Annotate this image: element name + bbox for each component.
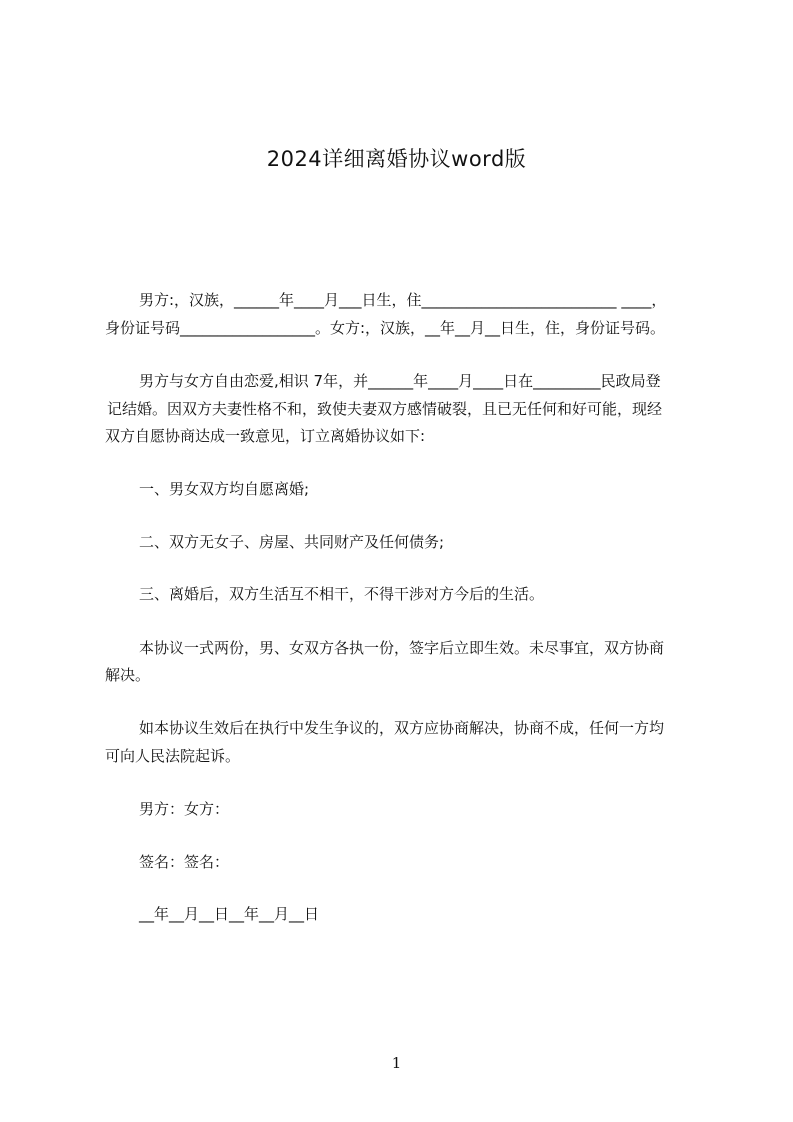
clause-2: 二、双方无女子、房屋、共同财产及任何债务; (139, 533, 445, 551)
signature-label: 签名：签名： (139, 853, 230, 871)
document-title: 2024详细离婚协议word版 (266, 147, 527, 171)
copies-line-1: 本协议一式两份，男、女双方各执一份，签字后立即生效。未尽事宜，双方协商 (139, 639, 665, 657)
page-number: 1 (391, 1054, 402, 1072)
dispute-line-1: 如本协议生效后在执行中发生争议的，双方应协商解决，协商不成，任何一方均 (139, 719, 665, 737)
marriage-line-1: 男方与女方自由恋爱,相识 7年，并______年____月____日在_________民政局登 (139, 372, 661, 390)
clause-1: 一、男女双方均自愿离婚; (139, 480, 310, 498)
party-info-line-1: 男方:，汉族，______年____月___日生，住__________________________ ____， (139, 291, 667, 309)
copies-line-2: 解决。 (105, 666, 151, 684)
date-line: __年__月__日__年__月__日 (139, 905, 320, 923)
parties-label: 男方：女方： (139, 800, 230, 818)
clause-3: 三、离婚后，双方生活互不相干，不得干涉对方今后的生活。 (139, 585, 545, 603)
dispute-line-2: 可向人民法院起诉。 (105, 747, 241, 765)
marriage-line-2: 记结婚。因双方夫妻性格不和，致使夫妻双方感情破裂，且已无任何和好可能，现经 (107, 400, 663, 418)
marriage-line-3: 双方自愿协商达成一致意见，订立离婚协议如下: (105, 427, 426, 445)
party-info-line-2: 身份证号码__________________。女方:，汉族，__年__月__日生，住，身份证号码。 (105, 319, 666, 337)
